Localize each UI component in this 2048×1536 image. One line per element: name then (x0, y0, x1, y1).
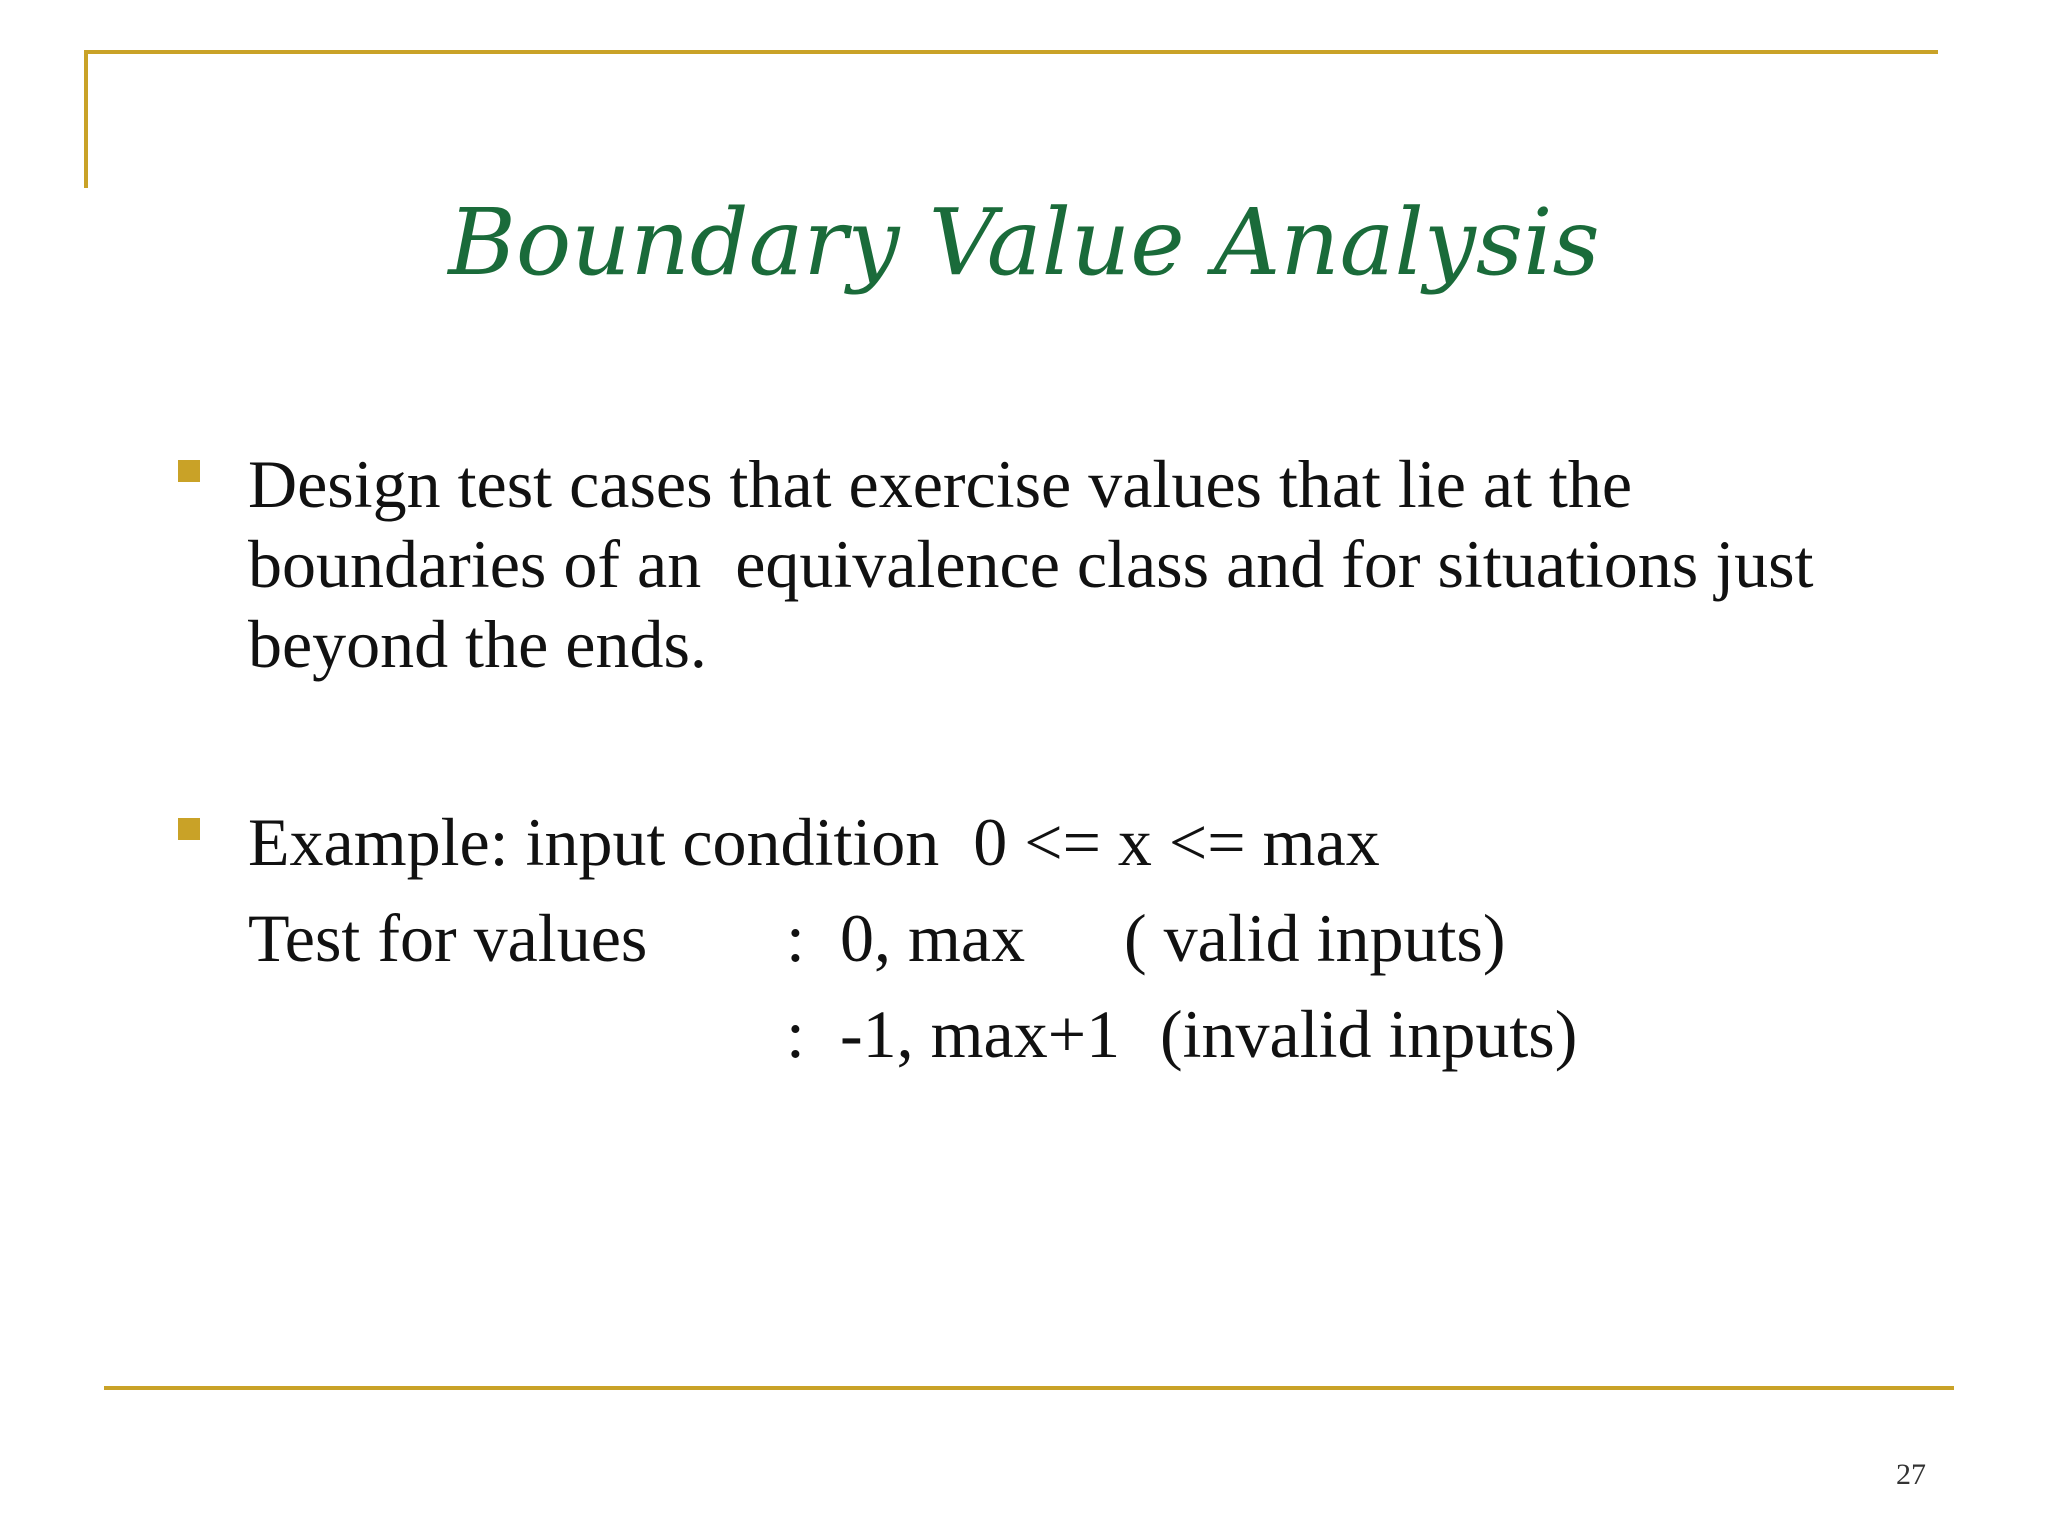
bullet-square-icon (178, 460, 200, 482)
test-row-colon: : (786, 996, 805, 1072)
test-row-colon: : (786, 900, 805, 976)
test-row-note: ( valid inputs) (1124, 900, 1506, 976)
bullet-line: beyond the ends. (248, 606, 707, 682)
test-row-note: (invalid inputs) (1160, 996, 1578, 1072)
bullet-line: boundaries of an equivalence class and for situations just (248, 526, 1814, 602)
bottom-divider-rule (104, 1386, 1954, 1390)
test-row-values: 0, max (840, 900, 1026, 976)
test-row-values: -1, max+1 (840, 996, 1121, 1072)
bullet-text-design (248, 444, 1813, 684)
test-row-label: Test for values (248, 900, 648, 976)
slide-title: Boundary Value Analysis (448, 189, 1600, 296)
left-divider-rule (84, 50, 88, 188)
bullet-line: Example: input condition 0 <= x <= max (248, 804, 1380, 880)
page-number: 27 (1896, 1458, 1926, 1491)
bullet-line: Design test cases that exercise values that lie at the (248, 446, 1633, 522)
top-divider-rule (84, 50, 1938, 54)
bullet-text-example (248, 802, 1380, 882)
bullet-square-icon (178, 818, 200, 840)
